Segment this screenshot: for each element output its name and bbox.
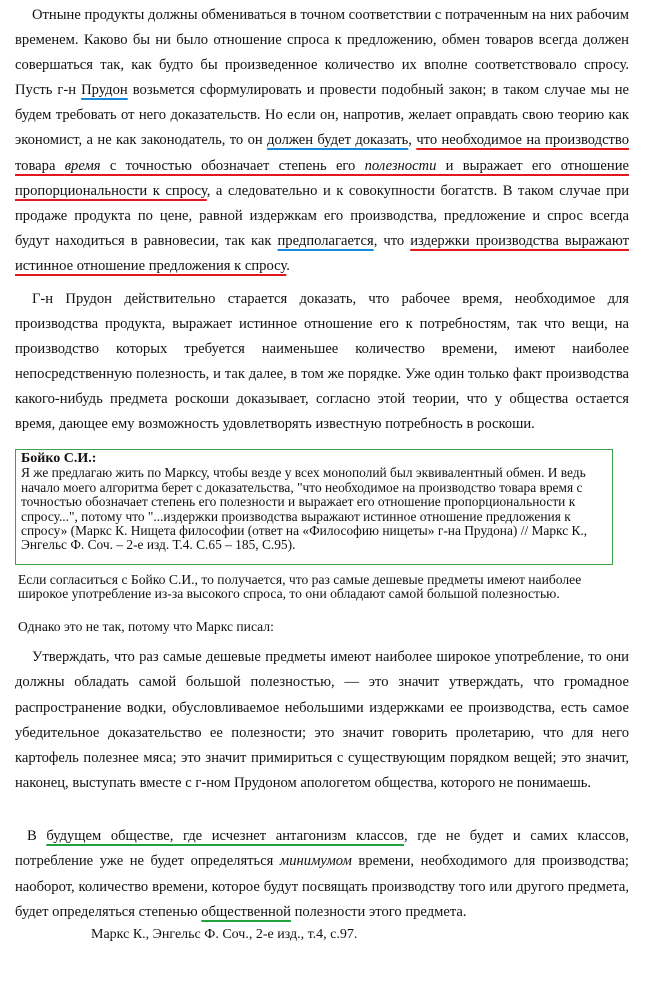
citation: Маркс К., Энгельс Ф. Соч., 2-е изд., т.4, с.97. [91, 927, 358, 942]
text-run: . [286, 257, 290, 274]
highlight-proudhon: Прудон [81, 82, 128, 99]
text-run: , а следовательно и к совокупности богатств. В таком случае при продаже продукта по цене, равной издержкам его производства, предложение и спрос всегда будут находиться в равновесии, так как [15, 182, 630, 249]
text-run: времени, необходимого для производства; наоборот, количество времени, которое будут посвящать производству того или другого предмета, будет определяться степенью [15, 853, 629, 920]
text-run: , что [373, 232, 411, 249]
paragraph-cheapest-goods: Утверждать, что раз самые дешевые предметы имеют наиболее широкое употребление, то они должны обладать самой большой полезностью, — это значит утверждать, что громадное распространение водки, обусловливаемое небольшими издержками ее производства, есть самое убедительное доказательство ее полезности; это значит говорить пролетарию, что для него картофель полезнее мяса; это значит примириться с существующим порядком вещей; это значит, наконец, выступать вместе с г-ном Прудоном апологетом общества, которого не понимаешь. [15, 649, 629, 792]
italic-minimum: минимумом [279, 853, 352, 870]
highlight-costs-claim: издержки производства выражают истинное отношение предложения к спросу [15, 232, 629, 274]
highlight-future-society: будущем обществе, где исчезнет антагонизм классов [46, 828, 404, 844]
text-run: , [408, 132, 417, 149]
commentary-text: Если согласиться с Бойко С.И., то получается, что раз самые дешевые предметы имеют наиболее широкое употребление из-за высокого спроса, то они обладают самой большой полезностью. [18, 572, 582, 602]
italic-time: время [64, 157, 101, 174]
highlight-must-prove: должен будет доказать [267, 132, 409, 149]
comment-author: Бойко С.И.: [21, 451, 97, 466]
text-run: и выражает его отношение пропорциональности к спросу [15, 157, 629, 199]
paragraph-marx-exchange-law [15, 3, 629, 279]
paragraph-proudhon-tries: Г-н Прудон действительно старается доказать, что рабочее время, необходимое для производства продукта, выражает истинное отношение его к потребностям, так что вещи, на производство которых требуется наименьшее количество времени, имеют наиболее непосредственную полезность, и так далее, в том же порядке. Уже один только факт производства какого-нибудь предмета роскоши доказывает, согласно этой теории, что у общества остается время, дающее ему возможность удовлетворять известную потребность в роскоши. [15, 291, 629, 433]
text-run: возьмется сформулировать и провести подобный закон; в таком случае мы не будем требовать от него доказательств. Но если он, напротив, желает оправдать свою теорию как экономист, а не как законодатель, то он [15, 82, 629, 149]
commentary-transition: Однако это не так, потому что Маркс писал: [18, 619, 274, 634]
text-run: полезности этого предмета. [290, 903, 467, 920]
comment-body: Я же предлагаю жить по Марксу, чтобы везде у всех монополий был эквивалентный обмен. И ведь начало моего алгоритма берет с доказательства, "что необходимое на производство товара время с точностью обозначает степень его полезности и выражает его отношение пропорциональности к спросу...", потому что "...издержки производства выражают истинное отношение предложения к спросу» (Маркс К. Нищета философии (ответ на «Философию нищеты» г-на Прудона) // Маркс К., Энгельс Ф. Соч. – 2-е изд. Т.4. С.65 – 185, С.95). [21, 465, 588, 553]
italic-utility: полезности [364, 157, 437, 174]
highlight-assumed: предполагается [277, 232, 374, 249]
text-run: Отныне продукты должны обмениваться в точном соответствии с потраченным на них рабочим временем. Каково бы ни было отношение спроса к предложению, обмен товаров всегда должен совершаться так, как будто бы произведенное количество их вполне соответствовало спросу. Пусть г-н [15, 7, 629, 99]
text-run: , где не будет и самих классов, потребление уже не будет определяться [15, 828, 629, 870]
text-run: В [27, 828, 47, 844]
text-run: что необходимое на производство товара [15, 132, 630, 174]
paragraph-future-society [15, 824, 629, 925]
highlight-social: общественной [201, 903, 291, 920]
text-run: с точностью обозначает степень его [100, 157, 365, 174]
comment-box-boyko [15, 449, 613, 565]
